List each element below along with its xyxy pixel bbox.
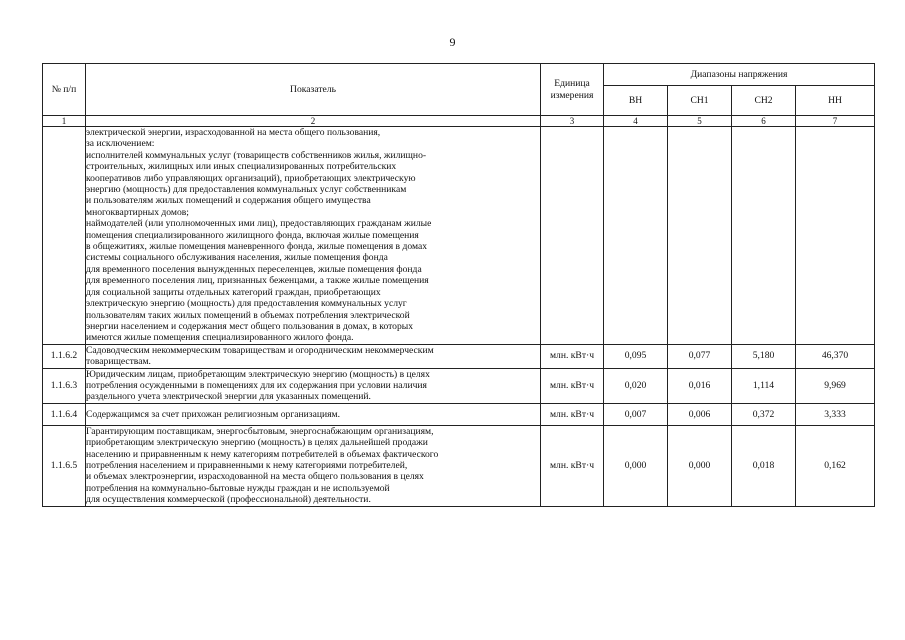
row-indicator [86, 403, 541, 425]
text-line: товариществам. [86, 356, 151, 368]
text-line: в общежитиях, жилые помещения маневренного фонда, жилые помещения в домах [86, 241, 428, 253]
header-unit: Единица измерения [541, 64, 604, 116]
continued-indicator-text [86, 127, 541, 345]
value-sn2: 0,372 [732, 403, 796, 425]
value-nn: 9,969 [796, 368, 875, 403]
text-line: электрической энергии, израсходованной на места общего пользования, [86, 127, 381, 138]
text-line: многоквартирных домов; [86, 206, 189, 218]
value-sn2: 0,018 [732, 425, 796, 506]
table-row [43, 403, 875, 425]
header-voltage-ranges: Диапазоны напряжения [604, 64, 875, 86]
row-value-empty [604, 127, 668, 345]
row-value-empty [668, 127, 732, 345]
text-line: потребления на коммунально-бытовые нужды граждан и не используемой [86, 482, 390, 494]
text-line: и объемах электроэнергии, израсходованной на места общего пользования в целях [86, 471, 424, 483]
column-index: 7 [796, 116, 875, 127]
table-row-continued [43, 127, 875, 345]
text-line: за исключением: [86, 138, 155, 150]
table-row [43, 368, 875, 403]
text-line: для социальной защиты отдельных категорий граждан, приобретающих [86, 286, 381, 298]
text-line: Гарантирующим поставщикам, энергосбытовым, энергоснабжающим организациям, [86, 425, 434, 437]
text-line: энергию (мощность) для предоставления коммунальных услуг собственникам [86, 184, 407, 196]
text-line: электрическую энергию (мощность) для предоставления коммунальных услуг [86, 298, 407, 310]
page-number: 9 [449, 35, 456, 49]
row-indicator [86, 425, 541, 506]
row-unit: млн. кВт·ч [541, 403, 604, 425]
row-unit-empty [541, 127, 604, 345]
value-sn1: 0,000 [668, 425, 732, 506]
header-num: № п/п [43, 64, 86, 116]
row-unit: млн. кВт·ч [541, 368, 604, 403]
value-nn: 3,333 [796, 403, 875, 425]
row-number: 1.1.6.4 [43, 403, 86, 425]
header-indicator: Показатель [86, 64, 541, 116]
row-number: 1.1.6.3 [43, 368, 86, 403]
text-line: энергии населением и содержания мест общего пользования в домах, в которых [86, 320, 414, 332]
text-line: для временного поселения лиц, признанных беженцами, а также жилые помещения [86, 275, 429, 287]
value-sn2: 5,180 [732, 344, 796, 368]
text-line: Садоводческим некоммерческим товариществам и огородническим некоммерческим [86, 344, 434, 356]
row-indicator [86, 344, 541, 368]
value-vn: 0,000 [604, 425, 668, 506]
header-sn1: СН1 [668, 86, 732, 116]
column-index: 4 [604, 116, 668, 127]
text-line: и пользователям жилых помещений и содержания общего имущества [86, 195, 371, 207]
column-index: 1 [43, 116, 86, 127]
text-line: исполнителей коммунальных услуг (товариществ собственников жилья, жилищно- [86, 149, 427, 161]
text-line: пользователям таких жилых помещений в объемах потребления электрической [86, 309, 410, 321]
header-nn: НН [796, 86, 875, 116]
text-line: помещения специализированного жилищного фонда, включая жилые помещения [86, 229, 419, 241]
value-nn: 0,162 [796, 425, 875, 506]
table-row [43, 344, 875, 368]
text-line: населению и приравненным к нему категориям потребителей в объемах фактического [86, 448, 439, 460]
value-vn: 0,095 [604, 344, 668, 368]
value-vn: 0,007 [604, 403, 668, 425]
text-line: наймодателей (или уполномоченных ими лиц), предоставляющих гражданам жилые [86, 218, 432, 230]
text-line: строительных, жилищных или иных специализированных потребительских [86, 161, 397, 173]
text-line: для временного поселения вынужденных переселенцев, жилые помещения фонда [86, 263, 422, 275]
value-sn1: 0,016 [668, 368, 732, 403]
text-line: кооперативов либо управляющих организаций), приобретающих электрическую [86, 172, 416, 184]
row-unit: млн. кВт·ч [541, 344, 604, 368]
text-line: приобретающим электрическую энергию (мощность) в целях дальнейшей продажи [86, 437, 428, 449]
value-sn1: 0,077 [668, 344, 732, 368]
row-value-empty [796, 127, 875, 345]
column-index: 6 [732, 116, 796, 127]
row-number: 1.1.6.5 [43, 425, 86, 506]
value-sn1: 0,006 [668, 403, 732, 425]
row-num-empty [43, 127, 86, 345]
row-unit: млн. кВт·ч [541, 425, 604, 506]
value-vn: 0,020 [604, 368, 668, 403]
column-index: 2 [86, 116, 541, 127]
tariff-table [42, 63, 875, 507]
text-line: раздельного учета электрической энергии для указанных помещений. [86, 391, 371, 403]
text-line: Юридическим лицам, приобретающим электрическую энергию (мощность) в целях [86, 368, 430, 380]
text-line: потребления населением и приравненными к нему категориями потребителей, [86, 459, 408, 471]
text-line: для осуществления коммерческой (профессиональной) деятельности. [86, 494, 371, 506]
row-value-empty [732, 127, 796, 345]
text-line: потребления осужденными в помещениях для их содержания при условии наличия [86, 379, 427, 391]
header-sn2: СН2 [732, 86, 796, 116]
column-index: 5 [668, 116, 732, 127]
text-line: Содержащимся за счет прихожан религиозным организациям. [86, 408, 340, 420]
value-nn: 46,370 [796, 344, 875, 368]
row-indicator [86, 368, 541, 403]
table-row [43, 425, 875, 506]
header-vn: ВН [604, 86, 668, 116]
value-sn2: 1,114 [732, 368, 796, 403]
column-index: 3 [541, 116, 604, 127]
row-number: 1.1.6.2 [43, 344, 86, 368]
text-line: системы социального обслуживания населения, жилые помещения фонда [86, 252, 388, 264]
column-index-row [43, 116, 875, 127]
text-line: имеются жилые помещения специализированного жилого фонда. [86, 332, 354, 344]
